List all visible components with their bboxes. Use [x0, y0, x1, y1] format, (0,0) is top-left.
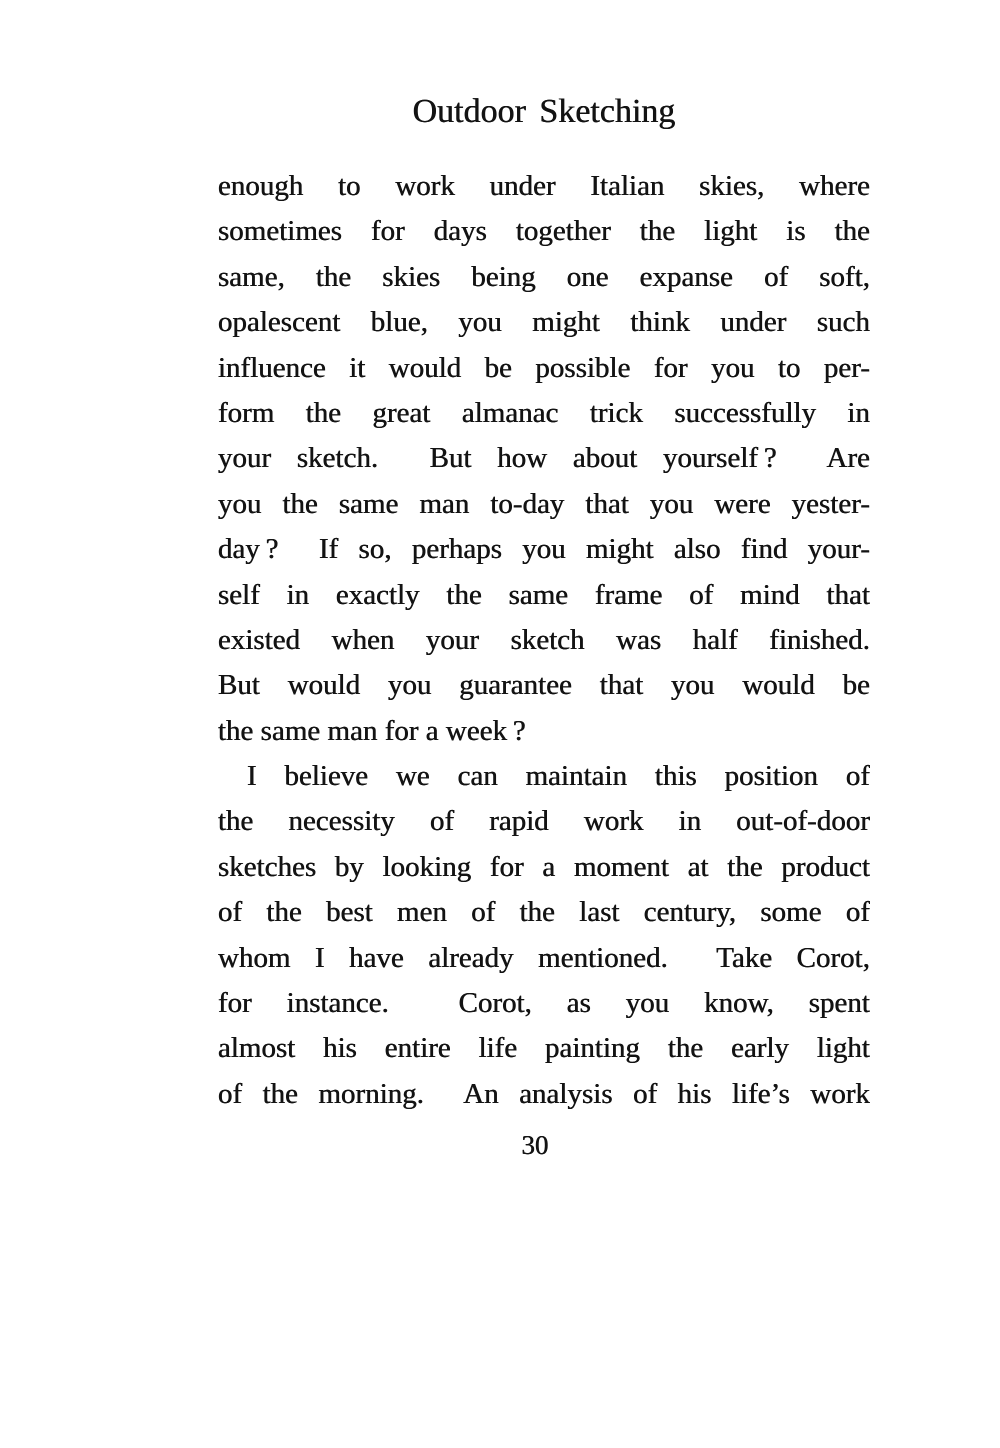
text-line: almost his entire life painting the early light: [218, 1032, 870, 1065]
paragraph: [218, 754, 870, 1117]
text-line: sometimes for days together the light is the: [218, 215, 870, 248]
text-line: self in exactly the same frame of mind that: [218, 578, 870, 611]
text-line: sketches by looking for a moment at the product: [218, 850, 870, 883]
text-line: the same man for a week ?: [218, 714, 526, 747]
text-line: whom I have already mentioned. Take Corot,: [218, 941, 870, 974]
text-line: your sketch. But how about yourself ? Are: [218, 442, 870, 475]
text-line: I believe we can maintain this position of: [247, 760, 870, 793]
text-line: same, the skies being one expanse of soft,: [218, 260, 870, 293]
text-line: opalescent blue, you might think under such: [218, 306, 870, 339]
text-line: existed when your sketch was half finished.: [218, 623, 870, 656]
text-line: of the best men of the last century, some of: [218, 896, 870, 929]
text-line: influence it would be possible for you to per-: [218, 351, 870, 384]
page-number: 30: [521, 1130, 549, 1160]
text-line: the necessity of rapid work in out-of-door: [218, 805, 870, 838]
page-title: Outdoor Sketching: [412, 93, 676, 130]
body-text: [218, 164, 870, 1117]
text-line: day ? If so, perhaps you might also find your-: [218, 533, 870, 566]
text-line: enough to work under Italian skies, where: [218, 170, 870, 202]
paragraph: [218, 164, 870, 754]
text-line: form the great almanac trick successfully in: [218, 396, 870, 429]
text-line: of the morning. An analysis of his life’s work: [218, 1077, 870, 1110]
text-line: But would you guarantee that you would be: [218, 669, 870, 702]
text-line: you the same man to-day that you were yester-: [218, 487, 870, 520]
text-line: for instance. Corot, as you know, spent: [218, 987, 870, 1020]
